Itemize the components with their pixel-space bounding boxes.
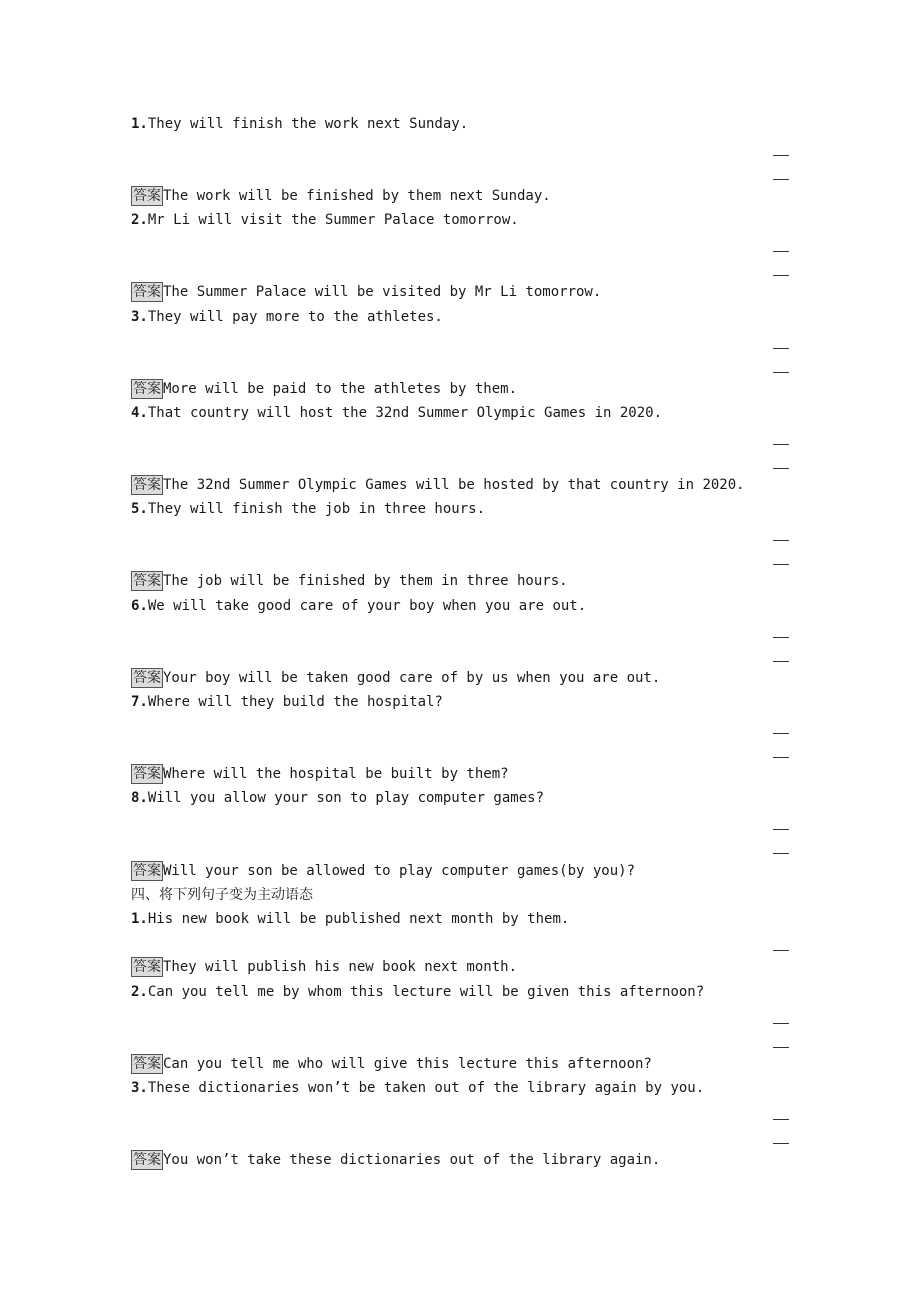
question-number: 5. [131, 501, 148, 517]
answer-tag: 答案 [133, 766, 161, 782]
blank-line [773, 1119, 789, 1120]
answer-tag: 答案 [133, 1056, 161, 1072]
answer-text: The job will be finished by them in three hours. [163, 573, 568, 589]
question-text: They will finish the job in three hours. [147, 501, 486, 517]
question-7 [131, 692, 443, 712]
answer-7 [131, 764, 509, 784]
question-number: 2. [131, 212, 148, 228]
blank-line [773, 637, 789, 638]
answer-text: Your boy will be taken good care of by us when you are out. [163, 670, 661, 686]
blank-line [773, 179, 789, 180]
blank-line [773, 444, 789, 445]
answer-tag: 答案 [133, 381, 161, 397]
question-number: 6. [131, 598, 148, 614]
blank-line [773, 468, 789, 469]
question-5 [131, 499, 485, 519]
question-text: Where will they build the hospital? [147, 694, 443, 710]
question-number: 8. [131, 790, 148, 806]
question-4-1 [131, 909, 569, 929]
blank-line [773, 829, 789, 830]
question-number: 3. [131, 1080, 148, 1096]
answer-text: The work will be finished by them next Sunday. [163, 188, 551, 204]
blank-line [773, 950, 789, 951]
answer-tag: 答案 [133, 959, 161, 975]
blank-line [773, 348, 789, 349]
answer-8 [131, 861, 635, 881]
question-text: These dictionaries won’t be taken out of the library again by you. [147, 1080, 705, 1096]
question-number: 3. [131, 309, 148, 325]
question-6 [131, 596, 586, 616]
answer-tag: 答案 [133, 188, 161, 204]
answer-tag: 答案 [133, 573, 161, 589]
answer-3 [131, 379, 517, 399]
question-number: 7. [131, 694, 148, 710]
answer-tag: 答案 [133, 1152, 161, 1168]
answer-6 [131, 668, 660, 688]
blank-line [773, 733, 789, 734]
question-3 [131, 307, 443, 327]
question-number: 2. [131, 984, 148, 1000]
answer-tag: 答案 [133, 670, 161, 686]
answer-text: They will publish his new book next month. [163, 959, 518, 975]
blank-line [773, 1143, 789, 1144]
answer-4 [131, 475, 745, 495]
question-text: Can you tell me by whom this lecture will be given this afternoon? [147, 984, 705, 1000]
answer-4-3 [131, 1150, 660, 1170]
question-4-2 [131, 982, 704, 1002]
question-1 [131, 114, 468, 134]
answer-4-2 [131, 1054, 652, 1074]
blank-line [773, 564, 789, 565]
answer-tag: 答案 [133, 863, 161, 879]
blank-line [773, 853, 789, 854]
blank-line [773, 661, 789, 662]
answer-text: Where will the hospital be built by them? [163, 766, 509, 782]
question-4-3 [131, 1078, 704, 1098]
question-text: Mr Li will visit the Summer Palace tomorrow. [147, 212, 519, 228]
answer-text: The Summer Palace will be visited by Mr Li tomorrow. [163, 284, 602, 300]
answer-4-1 [131, 957, 517, 977]
blank-line [773, 372, 789, 373]
question-text: Will you allow your son to play computer games? [147, 790, 545, 806]
blank-line [773, 275, 789, 276]
question-text: They will finish the work next Sunday. [147, 116, 469, 132]
answer-text: Can you tell me who will give this lecture this afternoon? [163, 1056, 652, 1072]
answer-5 [131, 571, 568, 591]
blank-line [773, 757, 789, 758]
answer-text: You won’t take these dictionaries out of the library again. [163, 1152, 661, 1168]
answer-2 [131, 282, 601, 302]
blank-line [773, 540, 789, 541]
question-4 [131, 403, 662, 423]
answer-text: Will your son be allowed to play computer games(by you)? [163, 863, 636, 879]
answer-text: The 32nd Summer Olympic Games will be hosted by that country in 2020. [163, 477, 745, 493]
question-8 [131, 788, 544, 808]
question-text: That country will host the 32nd Summer Olympic Games in 2020. [147, 405, 663, 421]
answer-tag: 答案 [133, 477, 161, 493]
blank-line [773, 155, 789, 156]
question-number: 1. [131, 116, 148, 132]
answer-tag: 答案 [133, 284, 161, 300]
answer-1 [131, 186, 551, 206]
question-text: They will pay more to the athletes. [147, 309, 443, 325]
question-number: 1. [131, 911, 148, 927]
section-four-title: 四、将下列句子变为主动语态 [131, 887, 313, 903]
answer-text: More will be paid to the athletes by them. [163, 381, 518, 397]
question-number: 4. [131, 405, 148, 421]
blank-line [773, 251, 789, 252]
question-text: We will take good care of your boy when you are out. [147, 598, 587, 614]
blank-line [773, 1023, 789, 1024]
blank-line [773, 1047, 789, 1048]
question-text: His new book will be published next month by them. [147, 911, 570, 927]
question-2 [131, 210, 519, 230]
